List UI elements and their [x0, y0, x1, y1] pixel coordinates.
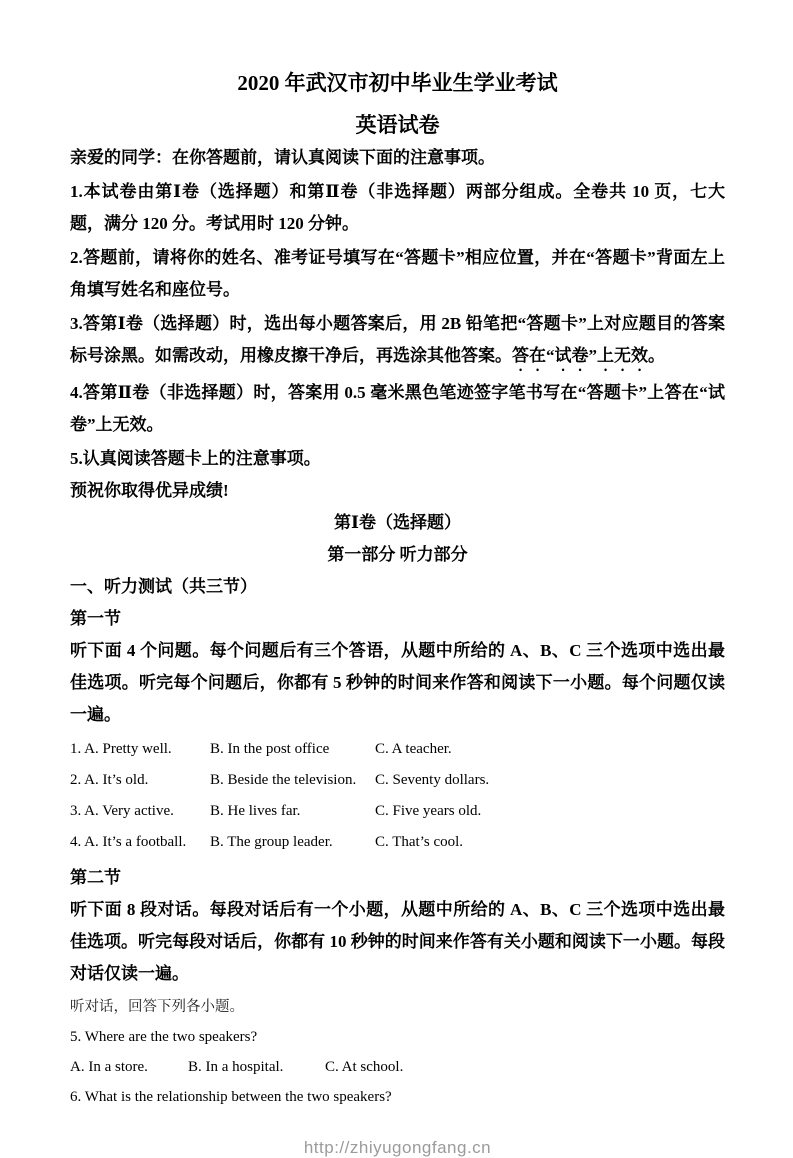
part1-question-rows	[70, 734, 725, 858]
question-row-1	[70, 734, 725, 765]
notice-4: 4.答第Ⅱ卷（非选择题）时，答案用 0.5 毫米黑色笔迹签字笔书写在“答题卡”上答在“试卷”上无效。	[70, 383, 725, 434]
q4-option-b: B. The group leader.	[210, 834, 333, 850]
q5-stem: 5. Where are the two speakers?	[70, 1029, 258, 1045]
part-heading: 第一部分 听力部分	[327, 545, 468, 564]
q2-option-a: 2. A. It’s old.	[70, 772, 149, 788]
notice-3	[70, 308, 725, 375]
q5-option-c: C. At school.	[325, 1059, 404, 1075]
question-row-2	[70, 765, 725, 796]
q3-option-b: B. He lives far.	[210, 803, 301, 819]
part2-sub-note: 听对话，回答下列各小题。	[70, 999, 244, 1015]
notice-3-main: 3.答第Ⅰ卷（选择题）时，选出每小题答案后，用 2B 铅笔把“答题卡”上对应题目的答案标号涂黑。如需改动，用橡皮擦干净后，再选涂其他答案。	[70, 314, 725, 365]
exam-title: 2020 年武汉市初中毕业生学业考试	[237, 71, 558, 95]
part1-label: 第一节	[70, 609, 121, 628]
q1-option-b: B. In the post office	[210, 741, 330, 757]
notice-1: 1.本试卷由第Ⅰ卷（选择题）和第Ⅱ卷（非选择题）两部分组成。全卷共 10 页，七大题，满分 120 分。考试用时 120 分钟。	[70, 182, 725, 233]
q1-option-a: 1. A. Pretty well.	[70, 741, 172, 757]
q1-option-c: C. A teacher.	[375, 741, 452, 757]
part2-label: 第二节	[70, 868, 121, 887]
question-row-4	[70, 827, 725, 858]
exam-subtitle: 英语试卷	[355, 113, 440, 137]
q2-option-b: B. Beside the television.	[210, 772, 357, 788]
part1-instructions: 听下面 4 个问题。每个问题后有三个答语，从题中所给的 A、B、C 三个选项中选出最佳选项。听完每个问题后，你都有 5 秒钟的时间来作答和阅读下一小题。每个问题仅读一遍。	[70, 641, 725, 724]
greeting-line: 亲爱的同学：在你答题前，请认真阅读下面的注意事项。	[70, 148, 495, 167]
notice-3-emphasized: 答在“试卷”上无效。	[512, 346, 665, 365]
watermark-url: http://zhiyugongfang.cn	[303, 1138, 492, 1157]
q4-option-a: 4. A. It’s a football.	[70, 834, 187, 850]
wish-line: 预祝你取得优异成绩!	[70, 481, 229, 500]
q5-options-row	[70, 1052, 725, 1082]
question-row-3	[70, 796, 725, 827]
volume-heading: 第Ⅰ卷（选择题）	[334, 513, 461, 532]
q6-stem: 6. What is the relationship between the two speakers?	[70, 1089, 392, 1105]
q2-option-c: C. Seventy dollars.	[375, 772, 490, 788]
notice-5: 5.认真阅读答题卡上的注意事项。	[70, 449, 321, 468]
q5-option-a: A. In a store.	[70, 1059, 148, 1075]
q4-option-c: C. That’s cool.	[375, 834, 464, 850]
listening-section-heading: 一、听力测试（共三节）	[70, 577, 257, 596]
q3-option-c: C. Five years old.	[375, 803, 482, 819]
q3-option-a: 3. A. Very active.	[70, 803, 174, 819]
notice-2: 2.答题前，请将你的姓名、准考证号填写在“答题卡”相应位置，并在“答题卡”背面左上角填写姓名和座位号。	[70, 248, 725, 299]
part2-instructions: 听下面 8 段对话。每段对话后有一个小题，从题中所给的 A、B、C 三个选项中选出最佳选项。听完每段对话后，你都有 10 秒钟的时间来作答有关小题和阅读下一小题。每段对话仅读一遍。	[70, 900, 725, 983]
q5-option-b: B. In a hospital.	[188, 1059, 284, 1075]
